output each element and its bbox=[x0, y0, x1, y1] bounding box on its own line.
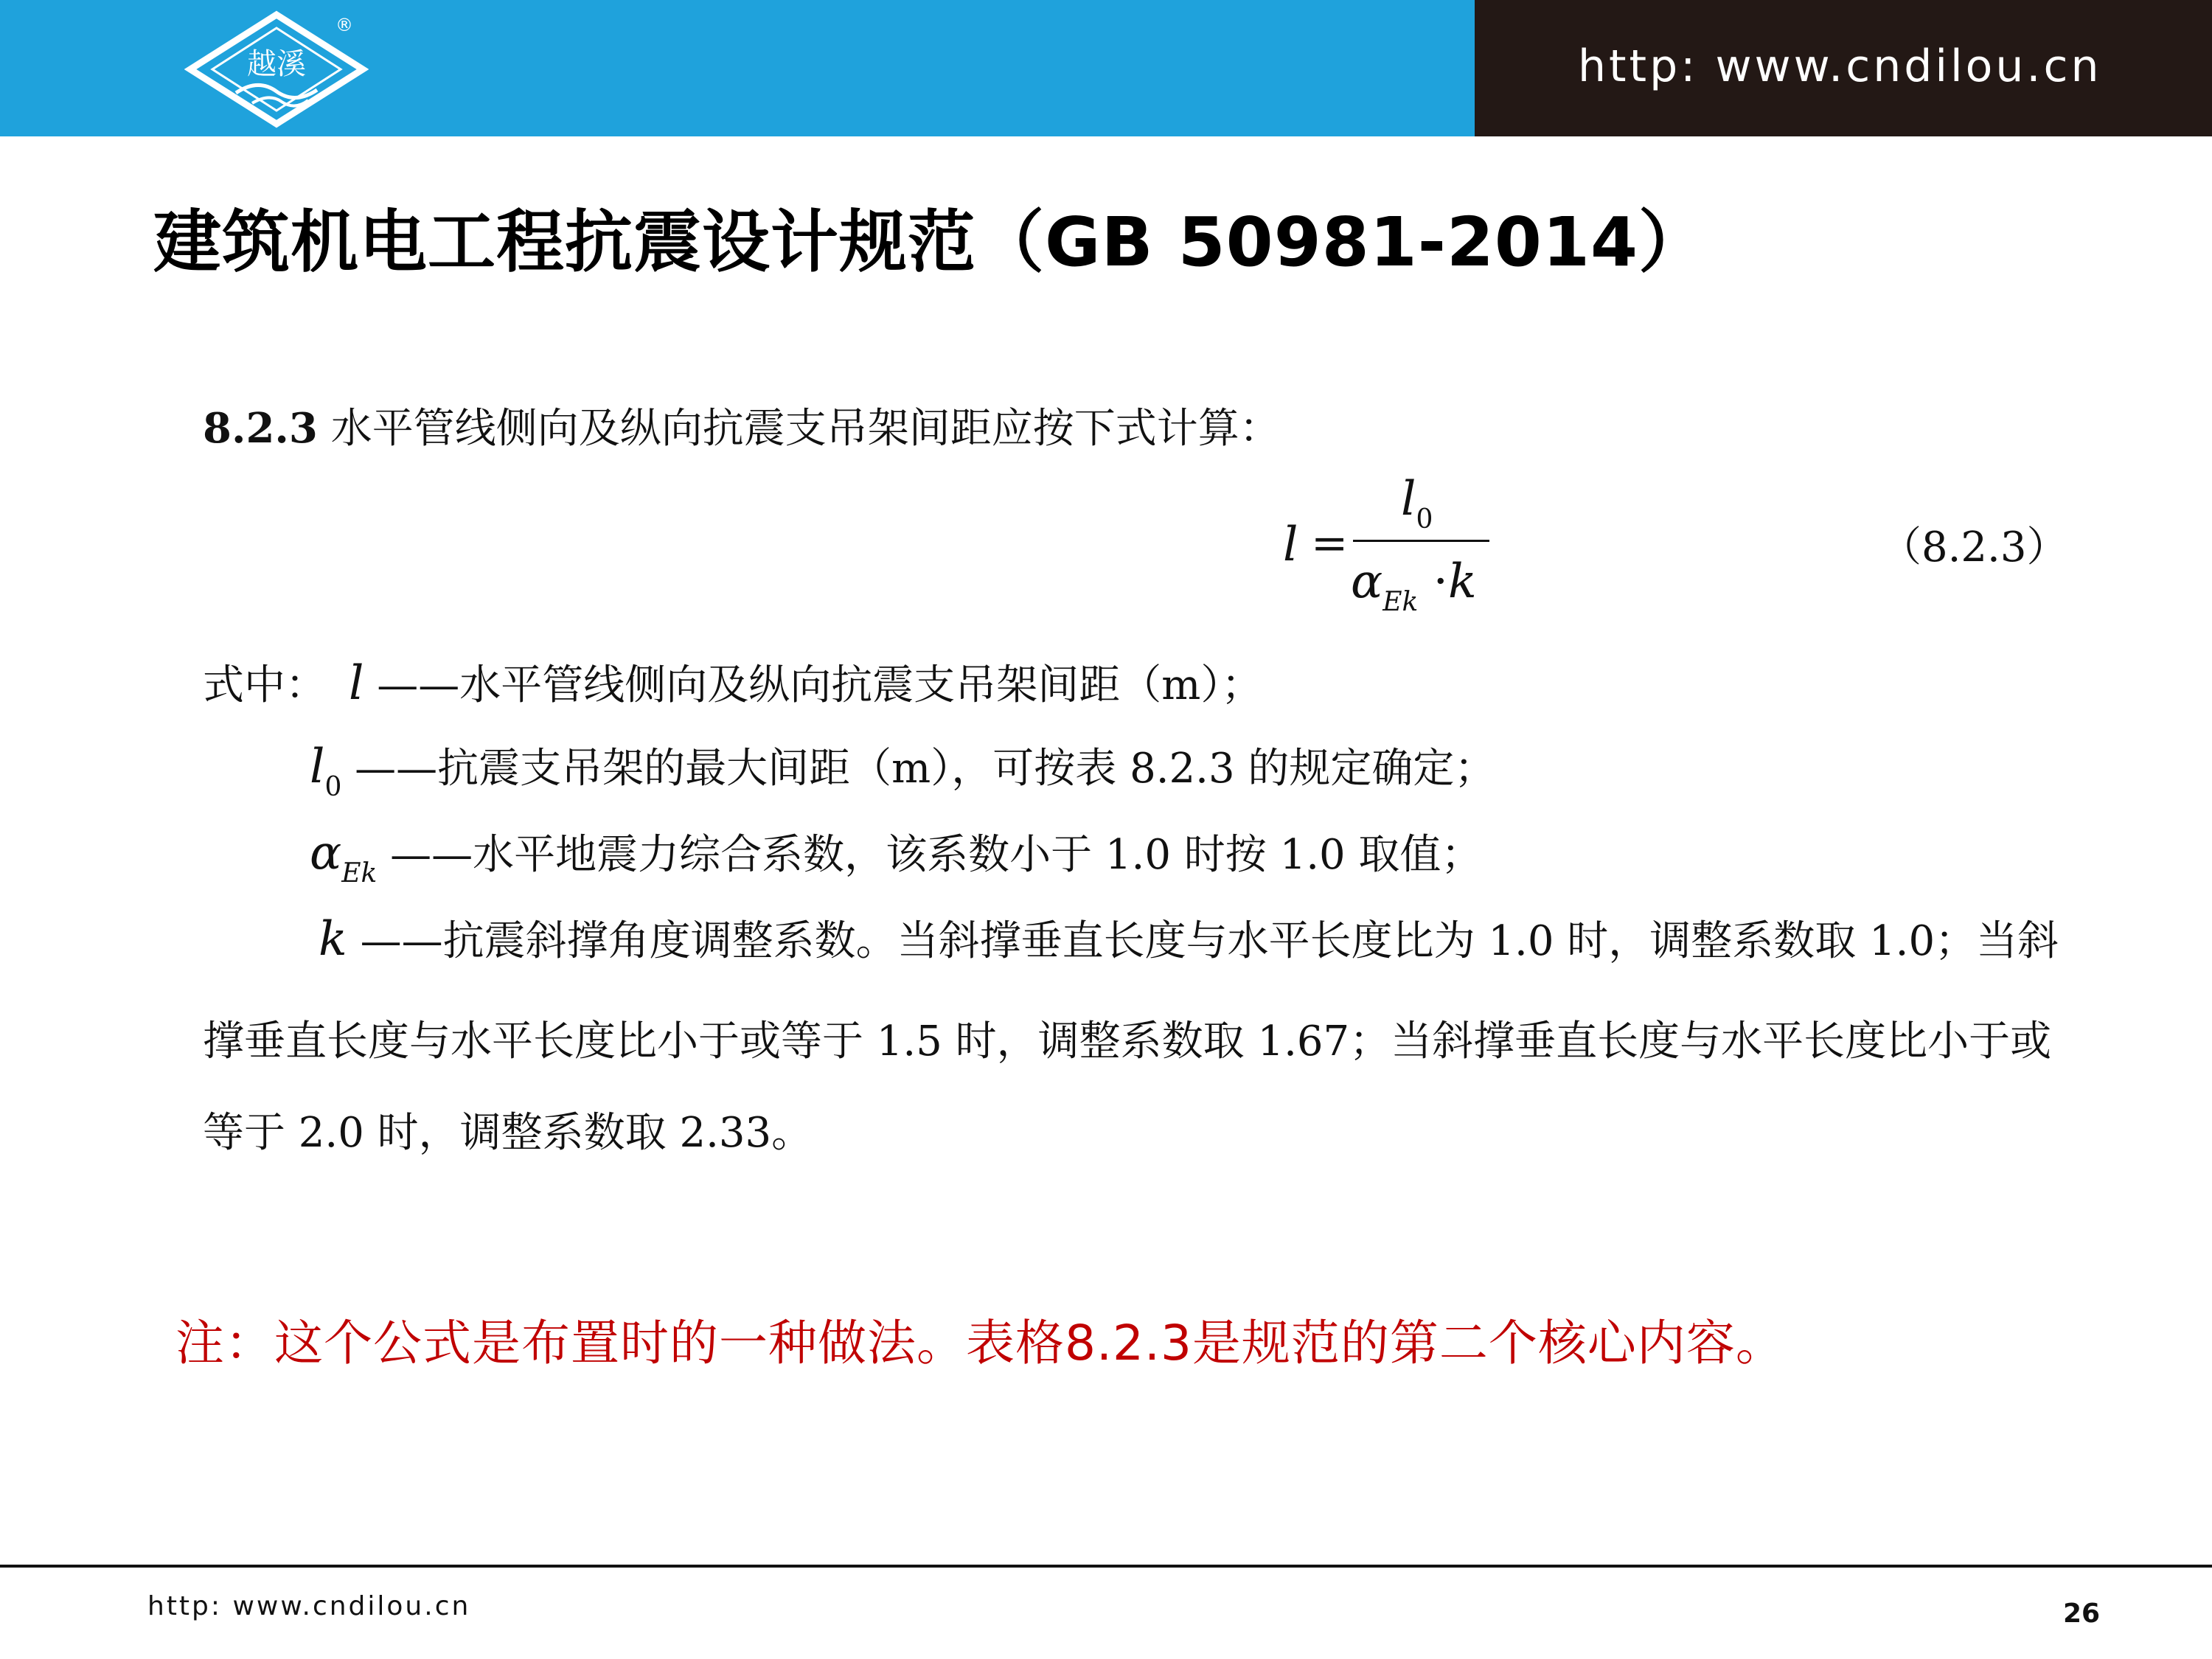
clause-text: 水平管线侧向及纵向抗震支吊架间距应按下式计算： bbox=[317, 405, 1281, 453]
definition-k-line3: 等于 2.0 时，调整系数取 2.33。 bbox=[203, 1109, 813, 1157]
symbol-k: k bbox=[319, 912, 347, 967]
definition-l: 式中： l ——水平管线侧向及纵向抗震支吊架间距（m）； bbox=[203, 656, 1263, 711]
header-url: http: www.cndilou.cn bbox=[1578, 41, 2102, 92]
page-title: 建筑机电工程抗震设计规范（GB 50981-2014） bbox=[153, 203, 1707, 282]
symbol-l: l bbox=[349, 656, 364, 711]
definitions-prefix: 式中： bbox=[203, 661, 327, 709]
definition-k: k ——抗震斜撑角度调整系数。当斜撑垂直长度与水平长度比为 1.0 时，调整系数取 1.0；当斜 bbox=[319, 912, 2059, 967]
footer-url: http: www.cndilou.cn bbox=[147, 1591, 471, 1621]
footer-divider bbox=[0, 1565, 2212, 1568]
symbol-l0: l bbox=[310, 740, 325, 794]
header-band bbox=[0, 0, 2212, 136]
clause-heading bbox=[203, 396, 1281, 455]
symbol-alpha: α bbox=[310, 826, 342, 880]
logo-text: 越溪 bbox=[247, 47, 306, 81]
definition-k-line2: 撑垂直长度与水平长度比小于或等于 1.5 时，调整系数取 1.67；当斜撑垂直长度与水平长度比小于或 bbox=[203, 1018, 2052, 1065]
definition-alpha: $\alpha_{Ek}$ ——水平地震力综合系数，该系数小于 1.0 时按 1.0 取值； bbox=[310, 826, 1483, 888]
clause-number: 8.2.3 bbox=[203, 404, 318, 453]
fraction-bar bbox=[1353, 540, 1489, 542]
registered-mark: ® bbox=[335, 15, 353, 35]
formula-reference: （8.2.3） bbox=[1880, 524, 2068, 571]
definition-l0: $l_0$ ——抗震支吊架的最大间距（m），可按表 8.2.3 的规定确定； bbox=[310, 740, 1496, 802]
formula-denominator: $\alpha_{Ek} \cdot k$ bbox=[1351, 554, 1477, 617]
formula bbox=[1283, 472, 1504, 634]
formula-lhs: l bbox=[1283, 518, 1298, 572]
formula-equals: = bbox=[1311, 518, 1349, 569]
page-number: 26 bbox=[2063, 1599, 2101, 1629]
formula-numerator: $l_0$ bbox=[1401, 472, 1433, 535]
note-text: 注：这个公式是布置时的一种做法。表格8.2.3是规范的第二个核心内容。 bbox=[175, 1315, 1785, 1371]
